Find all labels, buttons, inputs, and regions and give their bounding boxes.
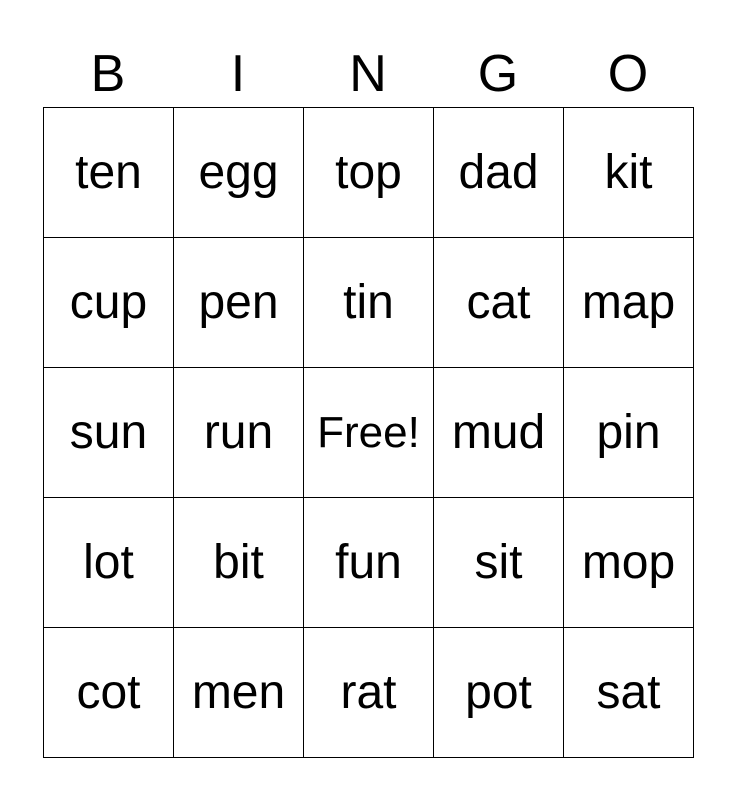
header-letter-o: O [607,45,649,103]
header-letter-g: G [477,45,519,103]
header-letter-n: N [349,45,387,103]
bingo-cell: egg [174,108,304,238]
bingo-cell: top [304,108,434,238]
bingo-cell: pot [434,628,564,758]
bingo-cell: sun [44,368,174,498]
bingo-cell: dad [434,108,564,238]
bingo-cell: lot [44,498,174,628]
bingo-cell: tin [304,238,434,368]
bingo-cell: ten [44,108,174,238]
bingo-cell: cot [44,628,174,758]
bingo-cell: bit [174,498,304,628]
bingo-cell: cat [434,238,564,368]
bingo-cell: pen [174,238,304,368]
bingo-cell: sat [564,628,694,758]
bingo-cell: run [174,368,304,498]
bingo-header [43,42,693,106]
bingo-cell: mop [564,498,694,628]
bingo-cell: rat [304,628,434,758]
bingo-cell: mud [434,368,564,498]
header-letter-b: B [90,45,126,103]
bingo-board [43,107,694,758]
bingo-cell: cup [44,238,174,368]
header-letter-i: I [230,45,246,103]
bingo-cell: men [174,628,304,758]
bingo-cell: sit [434,498,564,628]
bingo-cell: fun [304,498,434,628]
bingo-cell: kit [564,108,694,238]
free-space-cell: Free! [304,368,434,498]
bingo-cell: pin [564,368,694,498]
bingo-cell: map [564,238,694,368]
